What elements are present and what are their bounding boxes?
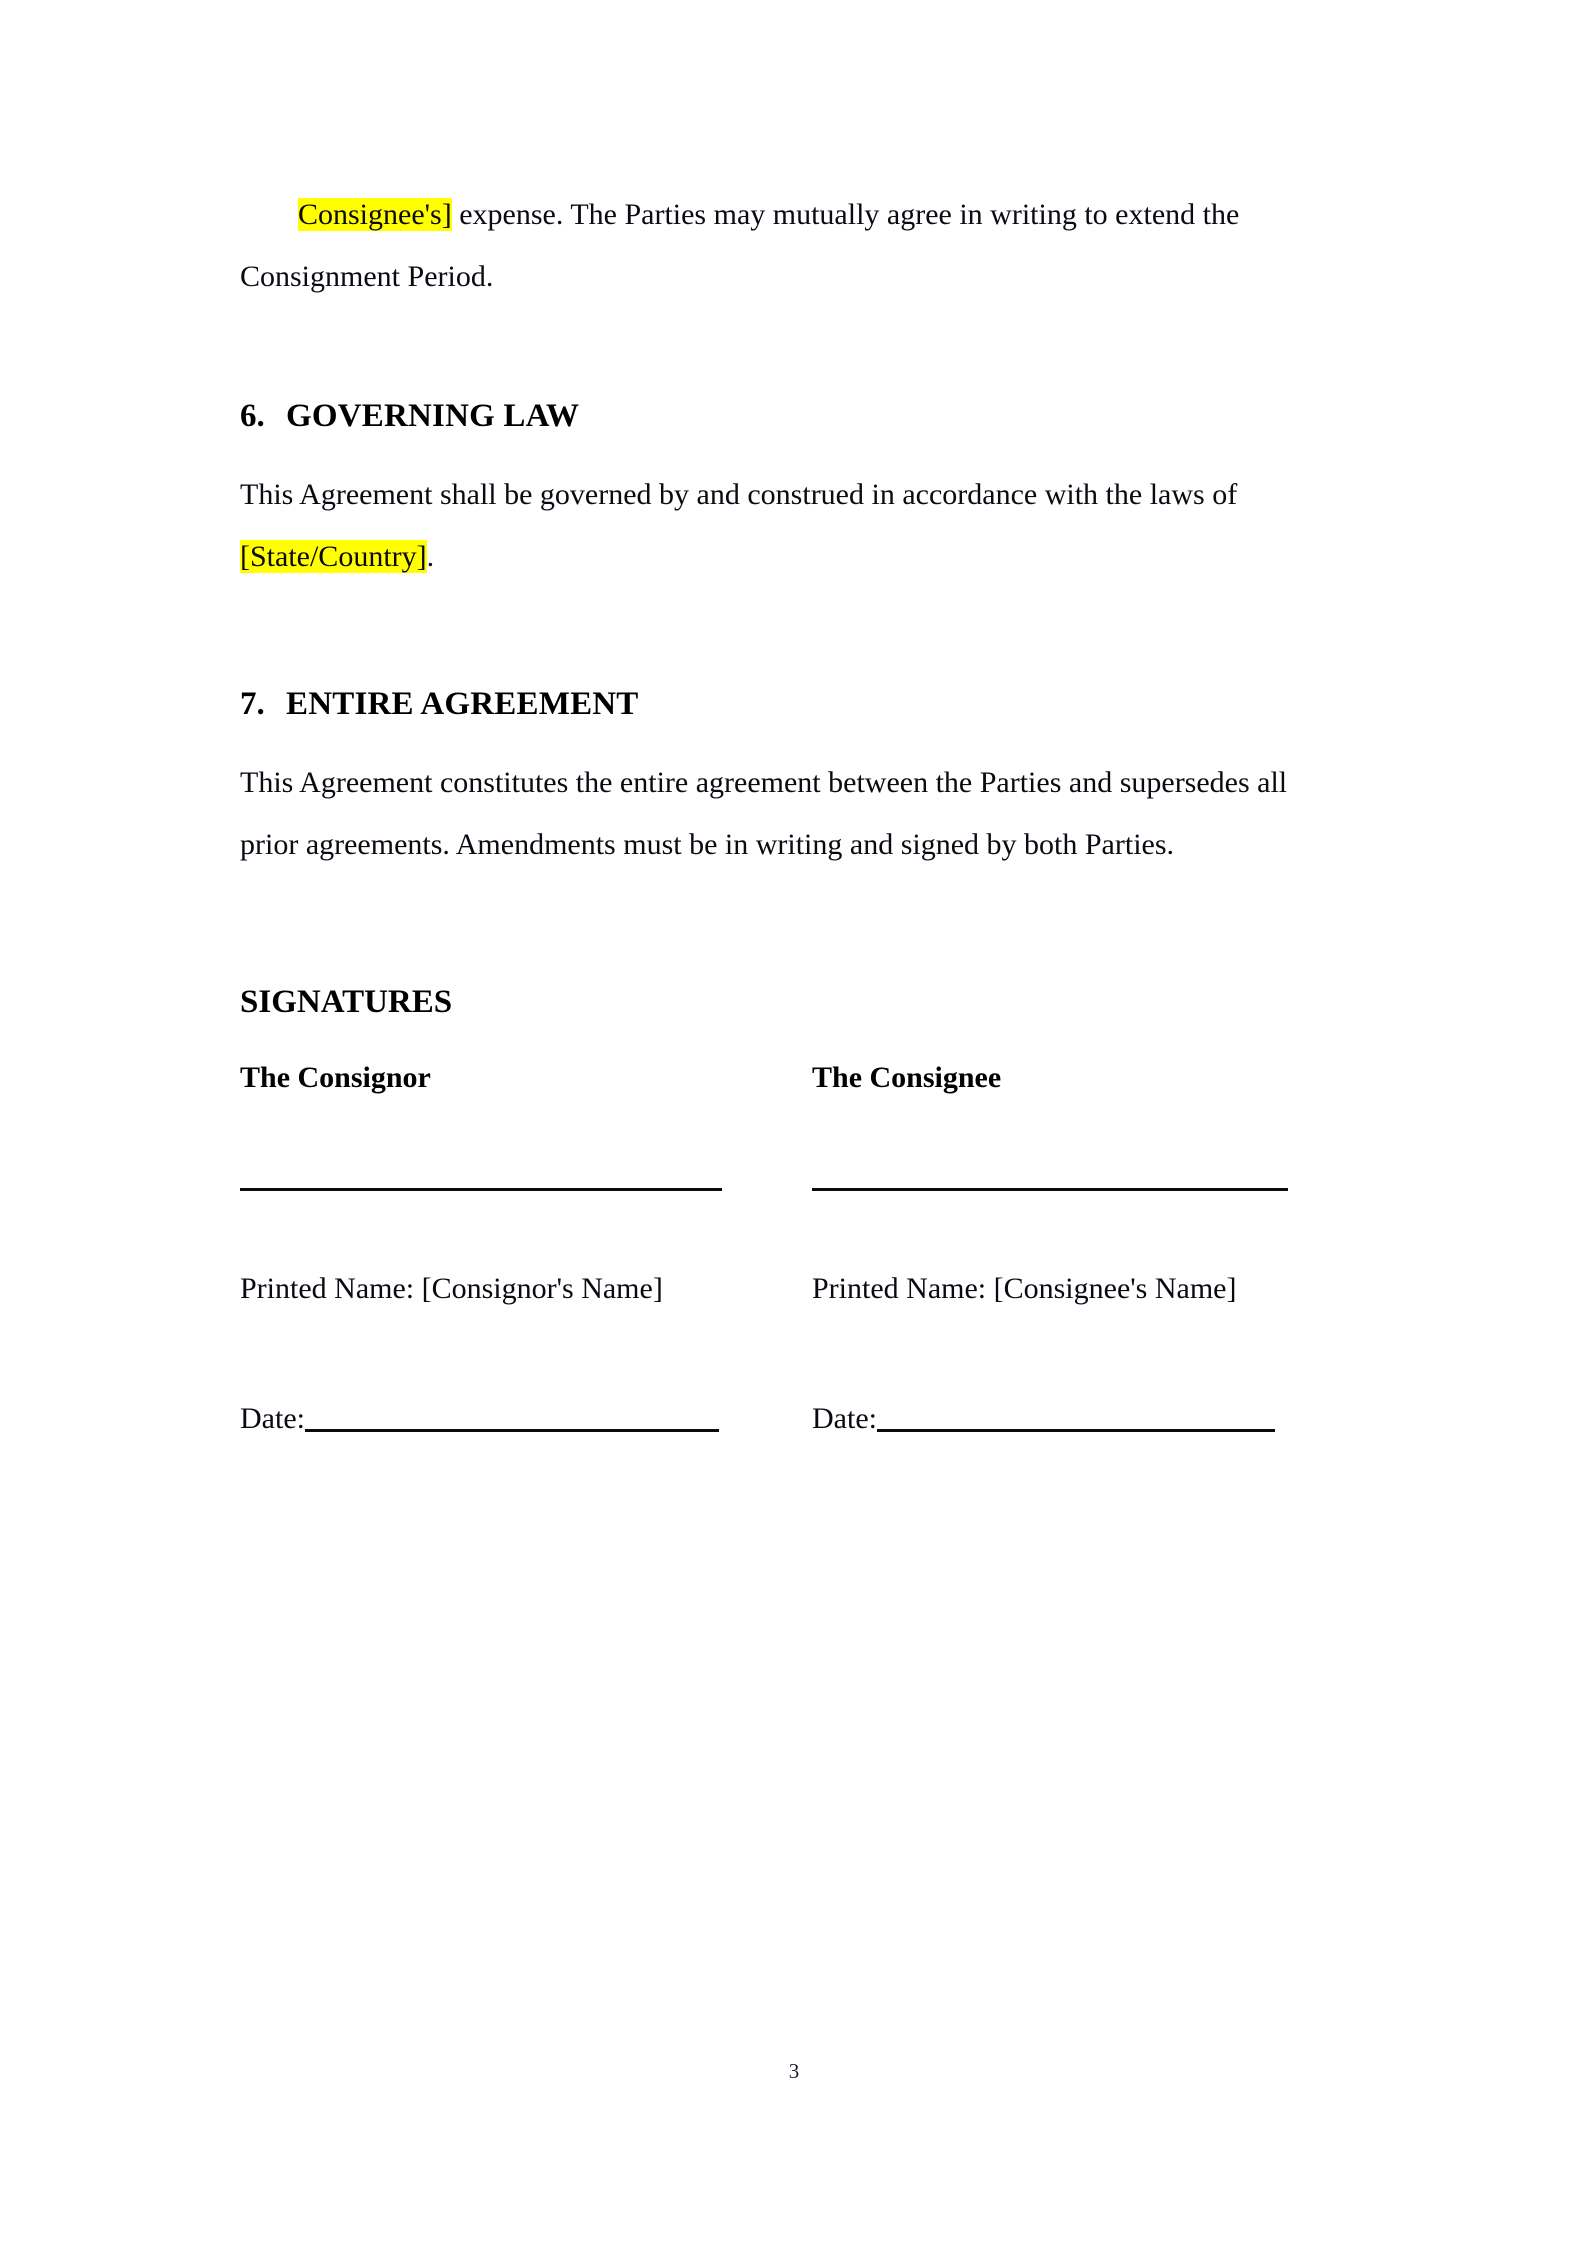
consignor-date-line [240, 1399, 812, 1439]
top-margin-spacer [240, 0, 1322, 72]
section-number-6: 6. [240, 398, 265, 434]
section-body-entire-agreement: This Agreement constitutes the entire agreement between the Parties and supersedes all prior agreements. Amendments must be in writing and signed by both Parties. [240, 766, 1288, 861]
signatures-heading: SIGNATURES [240, 984, 453, 1020]
governing-law-text-before: This Agreement shall be governed by and construed in accordance with the laws of [240, 478, 1238, 511]
consignor-column-signature [240, 1188, 812, 1191]
consignee-column-signature [812, 1188, 1322, 1191]
top-margin-spacer-3 [240, 132, 1322, 184]
consignor-column-label [240, 1058, 812, 1098]
consignee-date-label: Date: [812, 1402, 877, 1435]
spacer-before-dates [240, 1309, 1322, 1369]
consignor-date-label: Date: [240, 1402, 305, 1435]
spacer-before-signature-lines [240, 1098, 1322, 1170]
consignee-printed-name: Printed Name: [Consignee's Name] [812, 1272, 1237, 1305]
page-number: 3 [788, 2059, 800, 2083]
top-margin-spacer-2 [240, 72, 1322, 132]
consignor-party-label: The Consignor [240, 1061, 431, 1094]
spacer-after-heading-6 [240, 438, 1322, 464]
consignor-column-printed-name [240, 1269, 812, 1309]
spacer-before-signature-lines-2 [240, 1170, 1322, 1188]
date-row [240, 1399, 1322, 1439]
consignee-column-label [812, 1058, 1322, 1098]
consignor-signature-line[interactable] [240, 1188, 722, 1191]
continued-paragraph [240, 184, 1322, 308]
section-title-entire-agreement: ENTIRE AGREEMENT [286, 686, 639, 722]
spacer-before-dates-2 [240, 1369, 1322, 1399]
printed-name-row [240, 1269, 1322, 1309]
consignee-signature-line[interactable] [812, 1188, 1288, 1191]
signature-line-row [240, 1188, 1322, 1191]
consignee-date-line [812, 1399, 1322, 1439]
section-number-7: 7. [240, 686, 265, 722]
consignor-printed-name: Printed Name: [Consignor's Name] [240, 1272, 663, 1305]
spacer-after-continued-paragraph [240, 308, 1322, 368]
spacer-after-section-6-2 [240, 648, 1322, 682]
consignee-column-date [812, 1399, 1322, 1439]
section-heading-governing-law [240, 394, 1322, 438]
page-content [240, 0, 1322, 1439]
continued-paragraph-rest: expense. The Parties may mutually agree in writing to extend the Consignment Period. [240, 198, 1240, 293]
spacer-after-heading-7 [240, 726, 1322, 752]
spacer-after-section-7 [240, 876, 1322, 936]
spacer-after-signatures-heading [240, 1024, 1322, 1058]
consignor-column-date [240, 1399, 812, 1439]
consignee-column-printed-name [812, 1269, 1322, 1309]
governing-law-text-after: . [426, 540, 435, 573]
highlighted-state-country-placeholder: [State/Country] [240, 540, 427, 573]
spacer-after-continued-paragraph-2 [240, 368, 1322, 394]
highlighted-consignee-placeholder: Consignee's] [298, 198, 452, 231]
consignor-date-rule[interactable] [305, 1429, 719, 1432]
spacer-before-printed-names-2 [240, 1251, 1322, 1269]
spacer-before-printed-names [240, 1191, 1322, 1251]
party-label-row [240, 1058, 1322, 1098]
spacer-after-section-7-2 [240, 936, 1322, 980]
section-title-governing-law: GOVERNING LAW [286, 398, 580, 434]
spacer-after-section-6 [240, 588, 1322, 648]
consignee-party-label: The Consignee [812, 1061, 1002, 1094]
consignee-date-rule[interactable] [877, 1429, 1275, 1432]
section-heading-entire-agreement [240, 682, 1322, 726]
section-body-governing-law [240, 464, 1322, 588]
